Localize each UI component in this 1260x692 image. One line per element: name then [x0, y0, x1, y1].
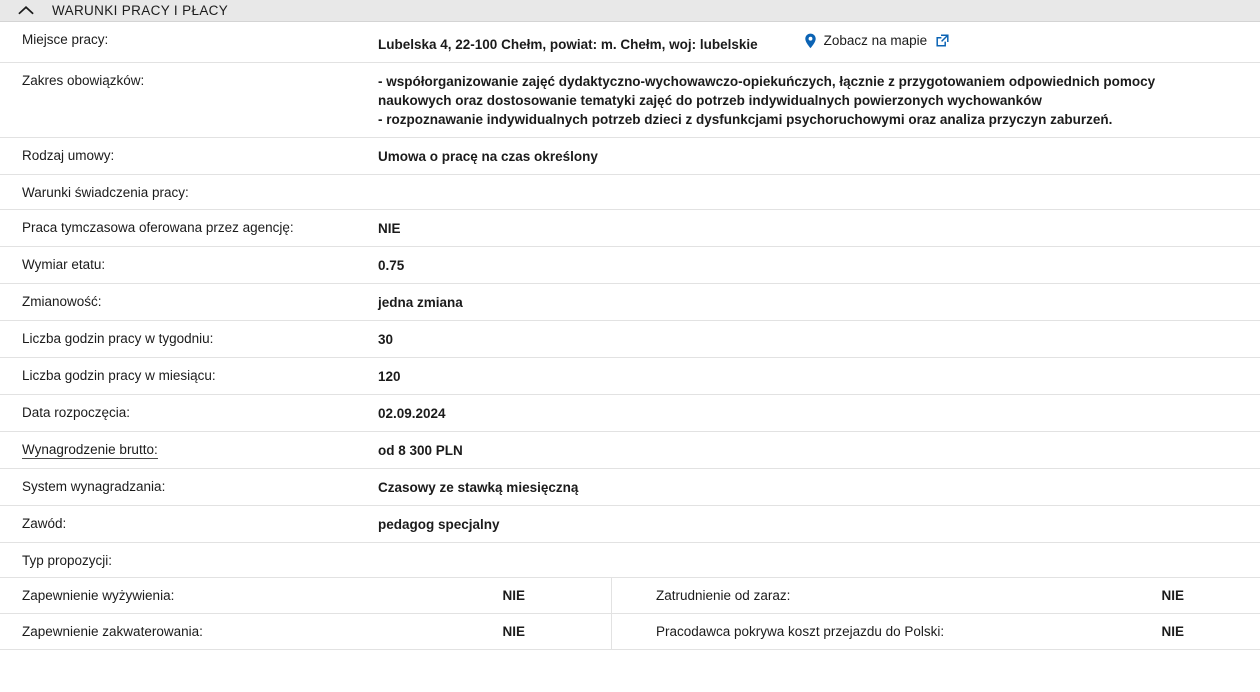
table-row [0, 247, 1260, 284]
row-label: Liczba godzin pracy w tygodniu: [22, 330, 214, 346]
row-label: Rodzaj umowy: [22, 147, 115, 163]
row-label: Wymiar etatu: [22, 256, 106, 272]
table-row [0, 284, 1260, 321]
split-cell-left [0, 614, 612, 649]
duties-line-3: - rozpoznawanie indywidualnych potrzeb dzieci z dysfunkcjami psychoruchowymi oraz analiza przyczyn zaburzeń. [378, 111, 1113, 127]
duties-line-1: - współorganizowanie zajęć dydaktyczno-wychowawczo-opiekuńczych, łącznie z przygotowaniem odpowiednich pomocy [378, 73, 1156, 89]
table-row [0, 395, 1260, 432]
workplace-address: Lubelska 4, 22-100 Chełm, powiat: m. Chełm, woj: lubelskie [378, 36, 758, 52]
table-row [0, 614, 1260, 650]
split-cell-right [612, 614, 1260, 649]
see-on-map-label: Zobacz na mapie [823, 33, 928, 48]
row-label: Zapewnienie wyżywienia: [22, 587, 175, 603]
row-value [378, 63, 1260, 137]
row-label: Pracodawca pokrywa koszt przejazdu do Polski: [656, 623, 945, 639]
row-label: Data rozpoczęcia: [22, 404, 131, 420]
table-row [0, 543, 1260, 578]
row-value: Czasowy ze stawką miesięczną [378, 479, 579, 495]
row-label: Warunki świadczenia pracy: [22, 184, 189, 200]
row-value [378, 22, 1260, 62]
row-label: Zakres obowiązków: [22, 72, 145, 88]
row-value: NIE [378, 220, 401, 236]
row-value: NIE [502, 623, 525, 639]
row-value: jedna zmiana [378, 294, 463, 310]
section-header-warunki-pracy-i-placy[interactable] [0, 0, 1260, 22]
row-label: Typ propozycji: [22, 552, 113, 568]
bottom-spacer [0, 650, 1260, 676]
table-row [0, 175, 1260, 210]
row-label: Miejsce pracy: [22, 32, 109, 47]
table-row [0, 506, 1260, 543]
duties-line-2: naukowych oraz dostosowanie tematyki zajęć do potrzeb indywidualnych powierzonych wychowanków [378, 92, 1042, 108]
row-value: NIE [502, 587, 525, 603]
external-link-icon [936, 34, 949, 47]
row-value: 120 [378, 368, 401, 384]
split-cell-right [612, 578, 1260, 613]
section-title: WARUNKI PRACY I PŁACY [52, 3, 229, 18]
table-row [0, 432, 1260, 469]
table-row [0, 22, 1260, 63]
chevron-up-icon[interactable] [14, 5, 38, 16]
table-row [0, 138, 1260, 175]
table-row [0, 321, 1260, 358]
row-value: 02.09.2024 [378, 405, 446, 421]
row-value: NIE [1161, 587, 1184, 603]
row-value [378, 543, 1260, 560]
row-value: 30 [378, 331, 394, 347]
row-label: Praca tymczasowa oferowana przez agencję: [22, 219, 294, 235]
row-value: 0.75 [378, 257, 405, 273]
row-value: od 8 300 PLN [378, 442, 463, 458]
row-label: Liczba godzin pracy w miesiącu: [22, 367, 216, 383]
row-value: NIE [1161, 623, 1184, 639]
table-row [0, 578, 1260, 614]
row-label: Zawód: [22, 515, 67, 531]
row-value: Umowa o pracę na czas określony [378, 148, 598, 164]
row-label [0, 432, 378, 466]
see-on-map-link[interactable] [804, 31, 950, 50]
row-label: System wynagradzania: [22, 478, 166, 494]
row-value: pedagog specjalny [378, 516, 500, 532]
table-row [0, 210, 1260, 247]
row-value [378, 175, 1260, 192]
row-label: Zmianowość: [22, 293, 102, 309]
split-cell-left [0, 578, 612, 613]
salary-label: Wynagrodzenie brutto: [22, 441, 158, 457]
map-pin-icon [804, 33, 817, 49]
details-table [0, 22, 1260, 650]
row-label: Zapewnienie zakwaterowania: [22, 623, 203, 639]
table-row [0, 469, 1260, 506]
table-row [0, 358, 1260, 395]
table-row [0, 63, 1260, 138]
row-label: Zatrudnienie od zaraz: [656, 587, 791, 603]
